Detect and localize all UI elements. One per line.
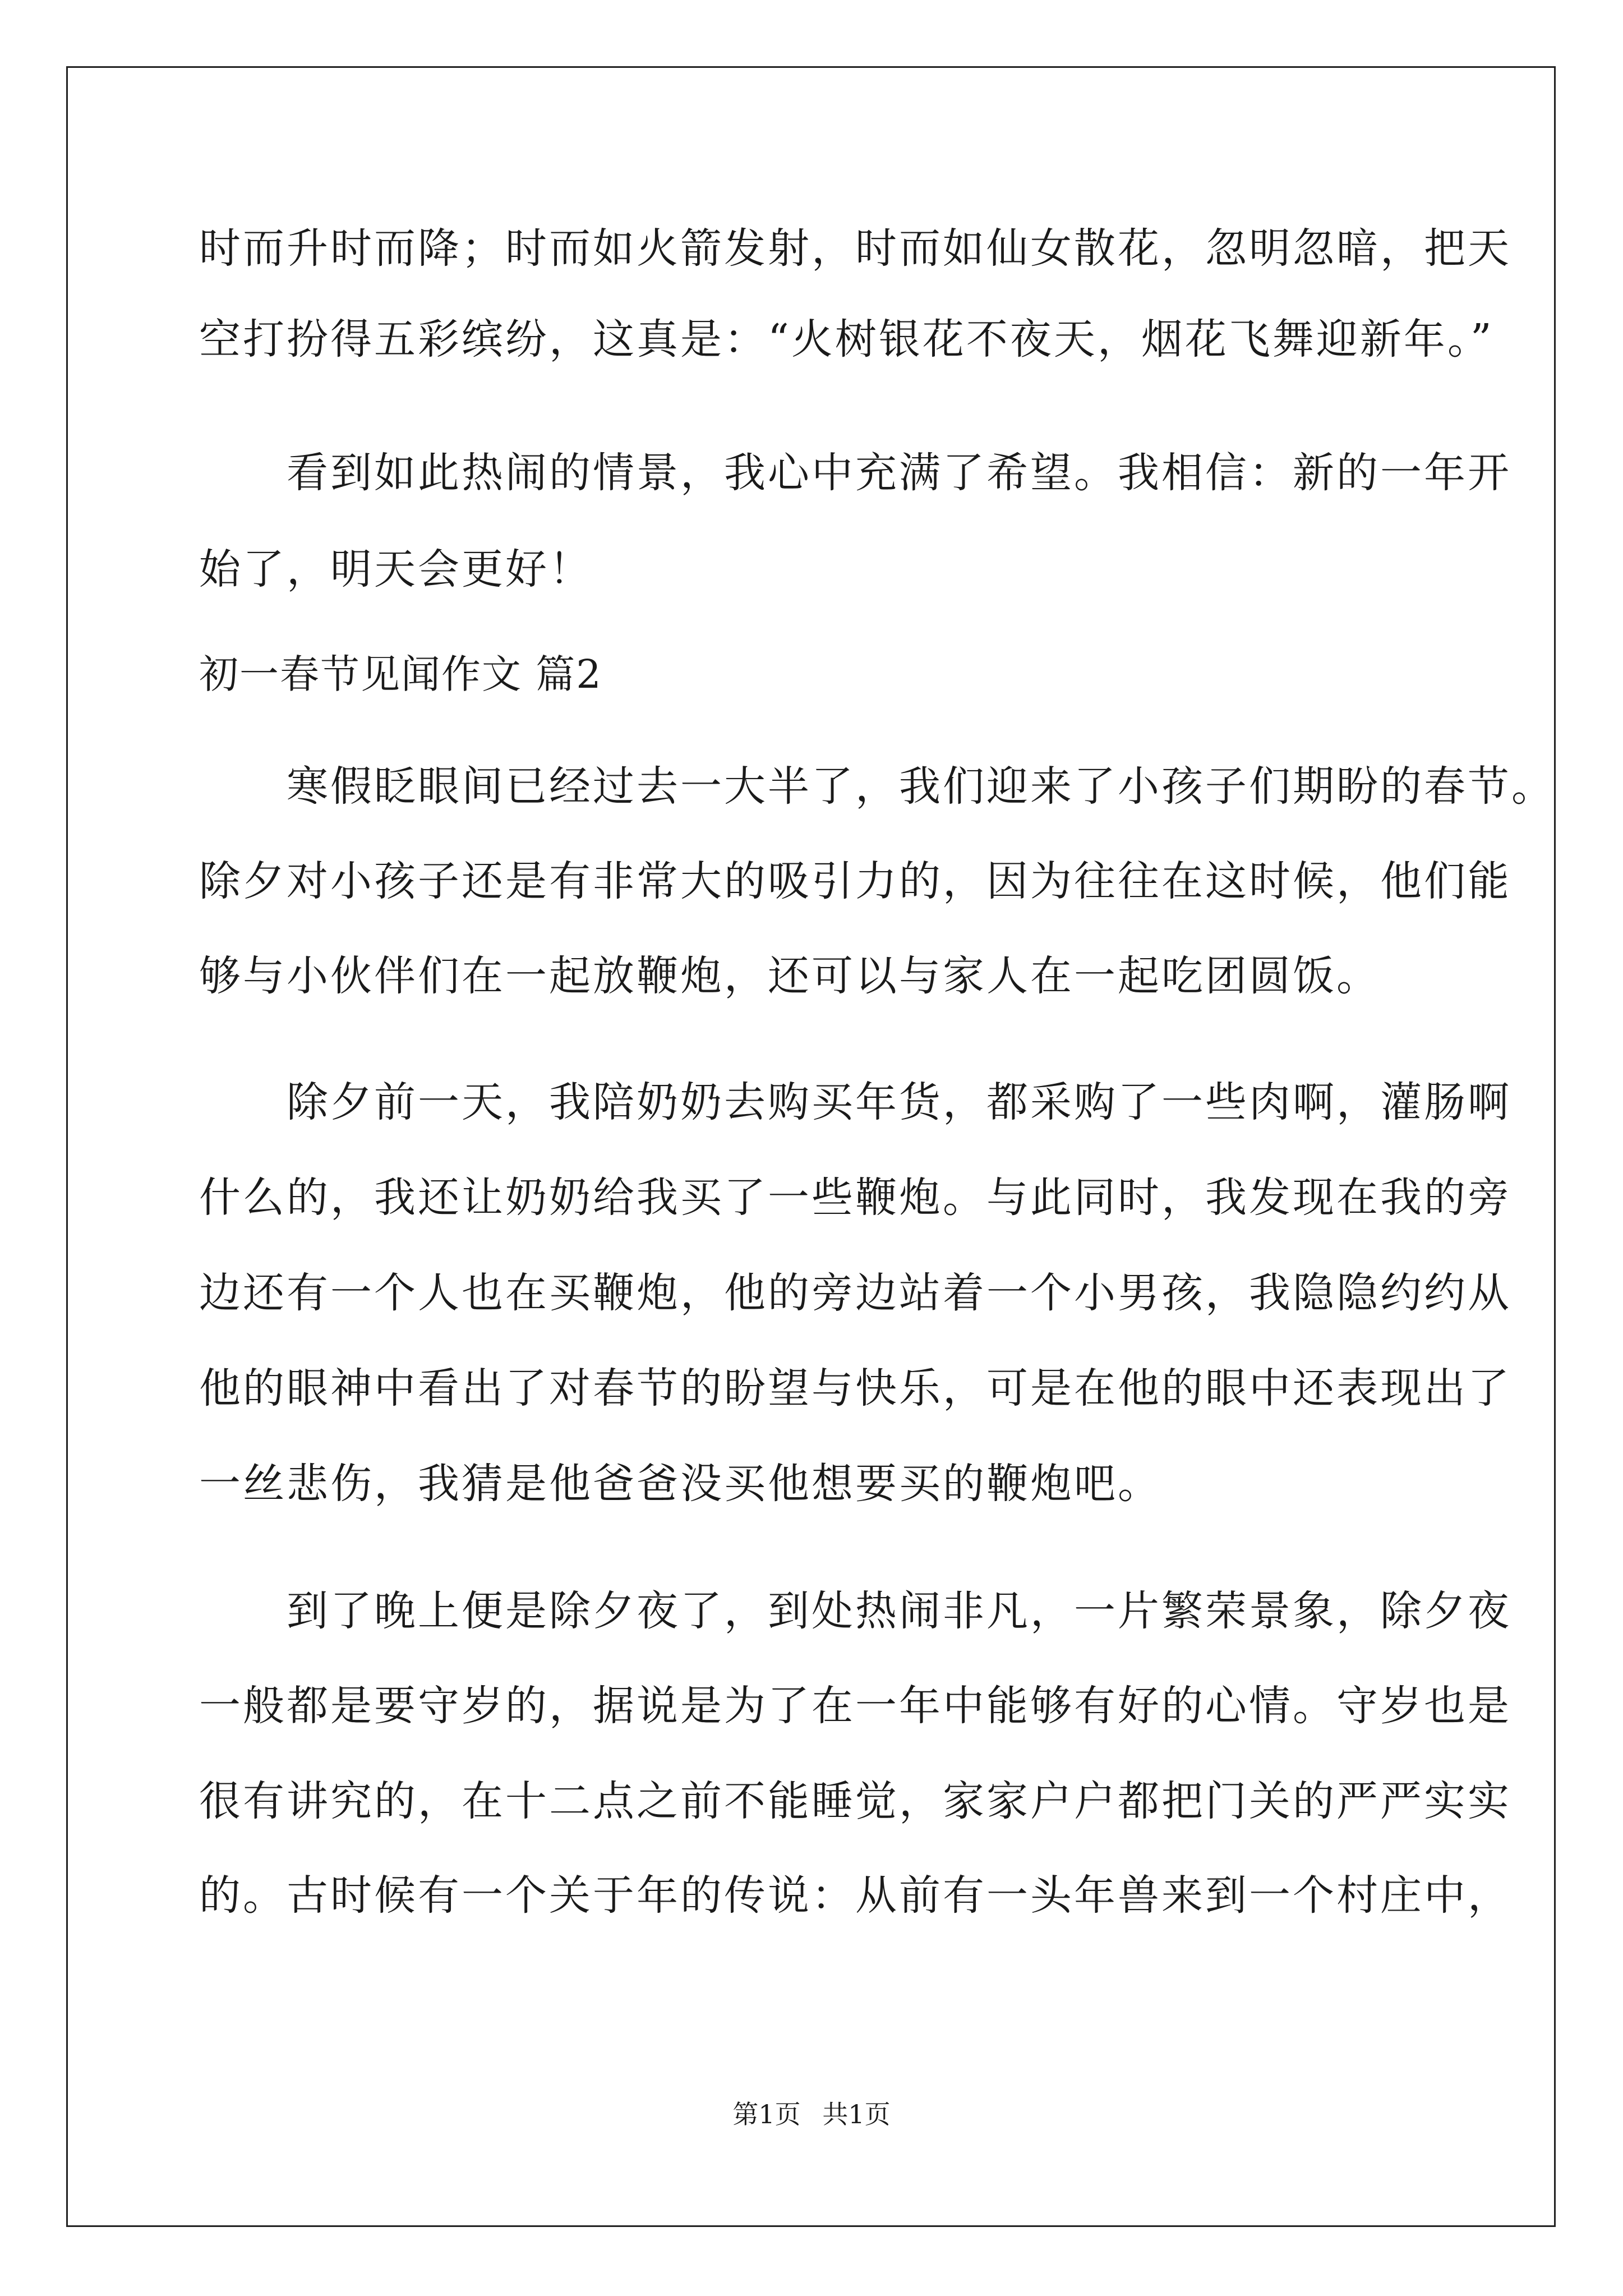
text-line: 他的眼神中看出了对春节的盼望与快乐，可是在他的眼中还表现出了 — [199, 1364, 1511, 1412]
page-total: 共1页 — [822, 2099, 891, 2129]
text-line: 除夕对小孩子还是有非常大的吸引力的，因为往往在这时候，他们能 — [199, 857, 1511, 905]
text-line: 到了晚上便是除夕夜了，到处热闹非凡，一片繁荣景象，除夕夜 — [199, 1587, 1511, 1635]
text-line: 的。古时候有一个关于年的传说：从前有一头年兽来到一个村庄中， — [199, 1871, 1511, 1920]
text-line: 始了，明天会更好！ — [199, 545, 593, 593]
text-line: 够与小伙伴们在一起放鞭炮，还可以与家人在一起吃团圆饭。 — [199, 952, 1380, 1000]
text-line: 除夕前一天，我陪奶奶去购买年货，都采购了一些肉啊，灌肠啊 — [199, 1078, 1511, 1126]
text-line: 一丝悲伤，我猜是他爸爸没买他想要买的鞭炮吧。 — [199, 1460, 1161, 1508]
page-number: 第1页 — [732, 2099, 801, 2129]
text-line: 什么的，我还让奶奶给我买了一些鞭炮。与此同时，我发现在我的旁 — [199, 1174, 1511, 1222]
text-line: 一般都是要守岁的，据说是为了在一年中能够有好的心情。守岁也是 — [199, 1682, 1511, 1730]
text-line: 边还有一个人也在买鞭炮，他的旁边站着一个小男孩，我隐隐约约从 — [199, 1269, 1511, 1317]
text-line: 时而升时而降；时而如火箭发射，时而如仙女散花，忽明忽暗，把天 — [199, 224, 1511, 273]
page-footer — [0, 2101, 1623, 2127]
text-line: 寒假眨眼间已经过去一大半了，我们迎来了小孩子们期盼的春节。 — [199, 762, 1555, 811]
text-line: 空打扮得五彩缤纷，这真是：“火树银花不夜天，烟花飞舞迎新年。” — [199, 315, 1494, 364]
text-line: 很有讲究的，在十二点之前不能睡觉，家家户户都把门关的严严实实 — [199, 1777, 1511, 1825]
text-line: 看到如此热闹的情景，我心中充满了希望。我相信：新的一年开 — [199, 449, 1511, 497]
section-heading: 初一春节见闻作文 篇2 — [199, 651, 602, 697]
